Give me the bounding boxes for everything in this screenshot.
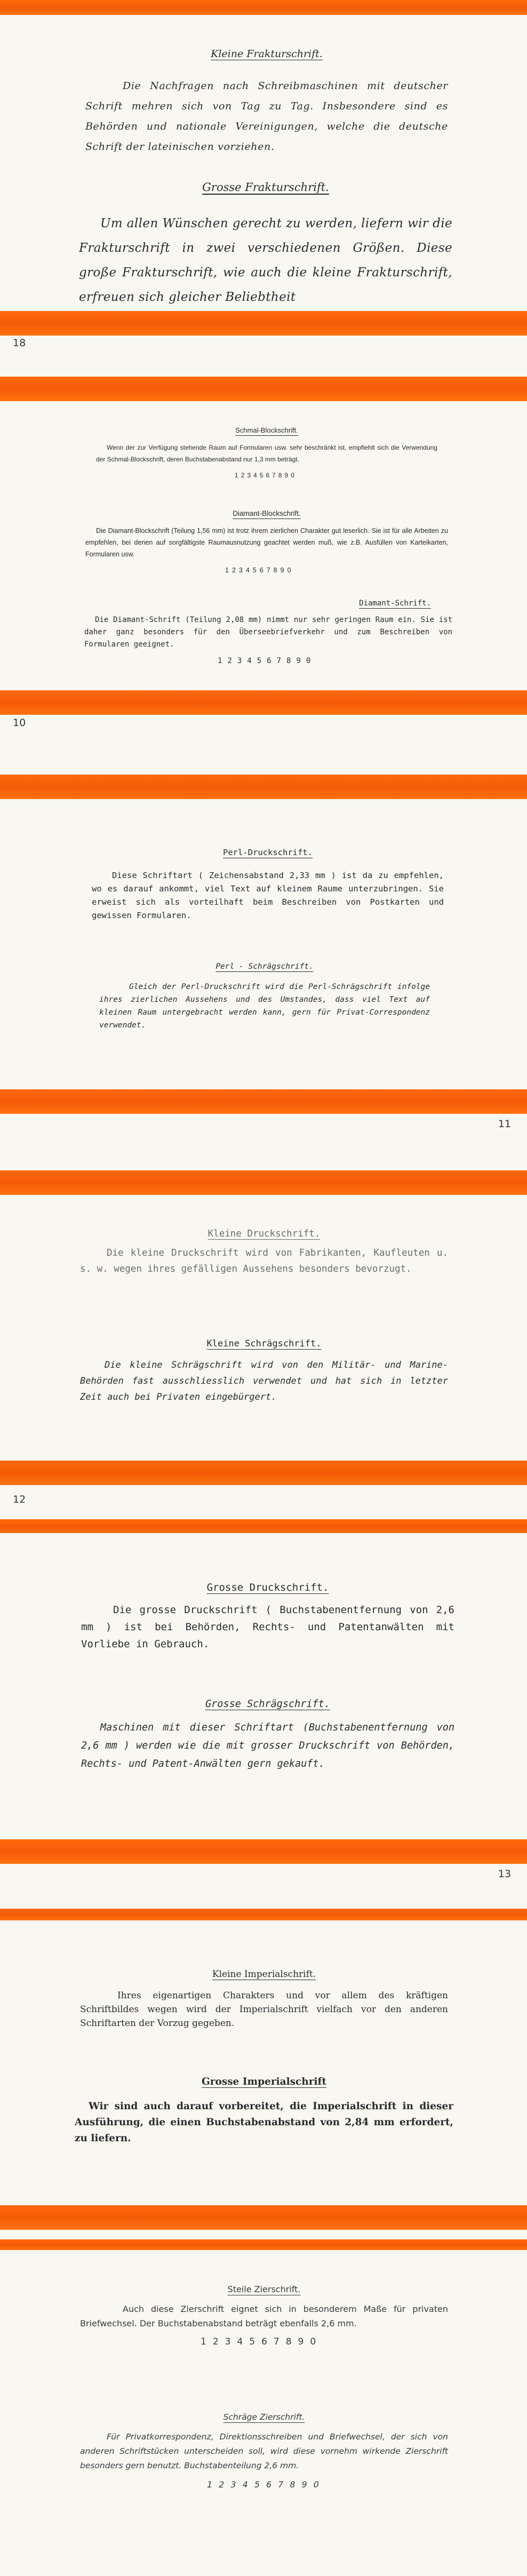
catalog-page-18 bbox=[0, 0, 527, 352]
orange-band-bottom bbox=[0, 1089, 527, 1114]
section-title: Grosse Imperialschrift bbox=[201, 2076, 327, 2087]
section-text: Die kleine Druckschrift wird von Fabrikanten, Kaufleuten u. s. w. wegen ihres gefälligen Aussehens besonders bevorzugt. bbox=[80, 1248, 448, 1274]
section-title: Perl-Druckschrift. bbox=[223, 848, 313, 857]
catalog-page-imperial bbox=[0, 1909, 527, 2239]
catalog-page-12 bbox=[0, 1141, 527, 1514]
section-title: Kleine Imperialschrift. bbox=[212, 1969, 316, 1980]
section-title: Kleine Schrägschrift. bbox=[206, 1338, 322, 1349]
section-schraege-zierschrift bbox=[80, 2410, 448, 2492]
digits-row: 1234567890 bbox=[235, 472, 297, 479]
section-grosse-schraegschrift bbox=[81, 1695, 454, 1773]
catalog-page-10 bbox=[0, 356, 527, 735]
page-number: 13 bbox=[498, 1868, 511, 1880]
orange-band-bottom bbox=[0, 2205, 527, 2230]
section-text: Maschinen mit dieser Schriftart (Buchstabenentfernung von 2,6 mm ) werden wie die mit grosser Druckschrift von Behörden, Rechts- und Patent-Anwälten gern gekauft. bbox=[81, 1722, 454, 1769]
orange-band-top bbox=[0, 377, 527, 401]
section-diamant-schrift bbox=[84, 597, 452, 667]
orange-band-top bbox=[0, 2239, 527, 2250]
section-text: Ihres eigenartigen Charakters und vor allem des kräftigen Schriftbildes wegen wird der Imperialschrift vielfach vor den anderen Schriftarten der Vorzug gegeben. bbox=[80, 1990, 448, 2029]
section-text: Die Nachfragen nach Schreibmaschinen mit deutscher Schrift mehren sich von Tag zu Tag. Insbesondere sind es Behörden und nationale Vereinigungen, welche die deutsche Schrift der lateinischen vorziehen. bbox=[85, 80, 448, 153]
section-steile-zierschrift bbox=[80, 2282, 448, 2349]
section-text: Die grosse Druckschrift ( Buchstabenentfernung von 2,6 mm ) ist bei Behörden, Rechts- und Patentanwälten mit Vorliebe in Gebrauch. bbox=[81, 1604, 454, 1650]
section-perl-schraegschrift bbox=[99, 960, 430, 1032]
section-perl-druckschrift bbox=[92, 846, 444, 922]
section-kleine-schraegschrift bbox=[80, 1336, 448, 1405]
section-kleine-fraktur bbox=[85, 44, 448, 157]
section-title: Schräge Zierschrift. bbox=[223, 2412, 305, 2422]
orange-band-bottom bbox=[0, 1461, 527, 1485]
section-text: Wir sind auch darauf vorbereitet, die Imperialschrift in dieser Ausführung, die einen Buchstabenabstand von 2,84 mm erfordert, zu liefern. bbox=[75, 2101, 453, 2144]
section-text: Gleich der Perl-Druckschrift wird die Perl-Schrägschrift infolge ihres zierlichen Aussehens und des Umstandes, dass viel Text auf kleinen Raum untergebracht werden kann, gern für Privat-Correspondenz verwendet. bbox=[99, 983, 430, 1030]
section-title: Schmal-Blockschrift. bbox=[235, 426, 298, 434]
digits-row: 1234567890 bbox=[207, 2479, 325, 2490]
section-schmal-blockschrift bbox=[96, 425, 437, 481]
section-title: Diamant-Blockschrift. bbox=[233, 509, 301, 517]
page-number: 11 bbox=[498, 1118, 511, 1130]
page-number: 12 bbox=[13, 1494, 26, 1505]
section-kleine-druckschrift bbox=[80, 1226, 448, 1277]
digits-row: 1234567890 bbox=[225, 567, 294, 574]
section-text: Für Privatkorrespondenz, Direktionsschreiben und Briefwechsel, der sich von anderen Schriftstücken unterscheiden soll, wird diese vornehm wirkende Zierschrift besonders gern benutzt. Buchstabenteilung 2,6 mm. bbox=[80, 2432, 448, 2470]
section-title: Kleine Druckschrift. bbox=[207, 1229, 321, 1239]
orange-band-bottom bbox=[0, 1839, 527, 1864]
section-title: Diamant-Schrift. bbox=[359, 599, 431, 608]
section-grosse-imperialschrift bbox=[75, 2074, 453, 2147]
orange-band-top bbox=[0, 775, 527, 799]
catalog-page-13 bbox=[0, 1519, 527, 1903]
page-number: 18 bbox=[13, 337, 26, 349]
section-text: Auch diese Zierschrift eignet sich in besonderem Maße für privaten Briefwechsel. Der Buchstabenabstand beträgt ebenfalls 2,6 mm. bbox=[80, 2304, 448, 2328]
digits-row: 1234567890 bbox=[218, 657, 316, 665]
section-text: Die kleine Schrägschrift wird von den Militär- und Marine-Behörden fast ausschliesslich verwendet und hat sich in letzter Zeit auch bei Privaten eingebürgert. bbox=[80, 1360, 448, 1402]
digits-row: 1234567890 bbox=[201, 2336, 323, 2347]
section-title: Steile Zierschrift. bbox=[227, 2284, 301, 2294]
orange-band-bottom bbox=[0, 311, 527, 336]
catalog-page-11 bbox=[0, 740, 527, 1135]
orange-band-top bbox=[0, 0, 527, 15]
catalog-page-zierschrift bbox=[0, 2239, 527, 2576]
section-title: Grosse Druckschrift. bbox=[206, 1582, 329, 1593]
section-title: Grosse Schrägschrift. bbox=[205, 1698, 330, 1710]
orange-band-top bbox=[0, 1519, 527, 1533]
section-text: Wenn der zur Verfügung stehende Raum auf Formularen usw. sehr beschränkt ist, empfiehlt sich die Verwendung der Schmal-Blockschrift, deren Buchstabenabstand nur 1,3 mm beträgt. bbox=[96, 444, 437, 463]
section-grosse-druckschrift bbox=[81, 1579, 454, 1653]
orange-band-top bbox=[0, 1909, 527, 1920]
section-title: Grosse Frakturschrift. bbox=[202, 181, 329, 194]
section-kleine-imperialschrift bbox=[80, 1967, 448, 2030]
section-text: Die Diamant-Blockschrift (Teilung 1,56 mm) ist trotz ihrem zierlichen Charakter gut leserlich. Sie ist für alle Arbeiten zu empfehlen, bei denen auf sorgfältigste Raumausnutzung geachtet werden muß, wie z.B. Ausfüllen von Karteikarten, Formularen usw. bbox=[85, 527, 448, 558]
section-text: Diese Schriftart ( Zeichensabstand 2,33 mm ) ist da zu empfehlen, wo es darauf ankommt, viel Text auf kleinem Raume unterzubringen. Sie erweist sich als vorteilhaft beim Beschreiben von Postkarten und gewissen Formularen. bbox=[92, 871, 444, 920]
orange-band-bottom bbox=[0, 690, 527, 715]
section-grosse-fraktur bbox=[79, 175, 452, 309]
page-number: 10 bbox=[13, 717, 26, 729]
section-diamant-blockschrift bbox=[85, 508, 448, 576]
section-title: Kleine Frakturschrift. bbox=[211, 48, 323, 60]
orange-band-top bbox=[0, 1170, 527, 1195]
section-text: Die Diamant-Schrift (Teilung 2,08 mm) nimmt nur sehr geringen Raum ein. Sie ist daher ganz besonders für den Überseebriefverkehr und zum Beschreiben von Formularen geeignet. bbox=[84, 616, 452, 649]
section-title: Perl - Schrägschrift. bbox=[215, 962, 314, 971]
section-text: Um allen Wünschen gerecht zu werden, liefern wir die Frakturschrift in zwei verschiedenen Größen. Diese große Frakturschrift, wie auch die kleine Frakturschrift, erfreuen sich gleicher Beliebtheit bbox=[79, 217, 452, 304]
